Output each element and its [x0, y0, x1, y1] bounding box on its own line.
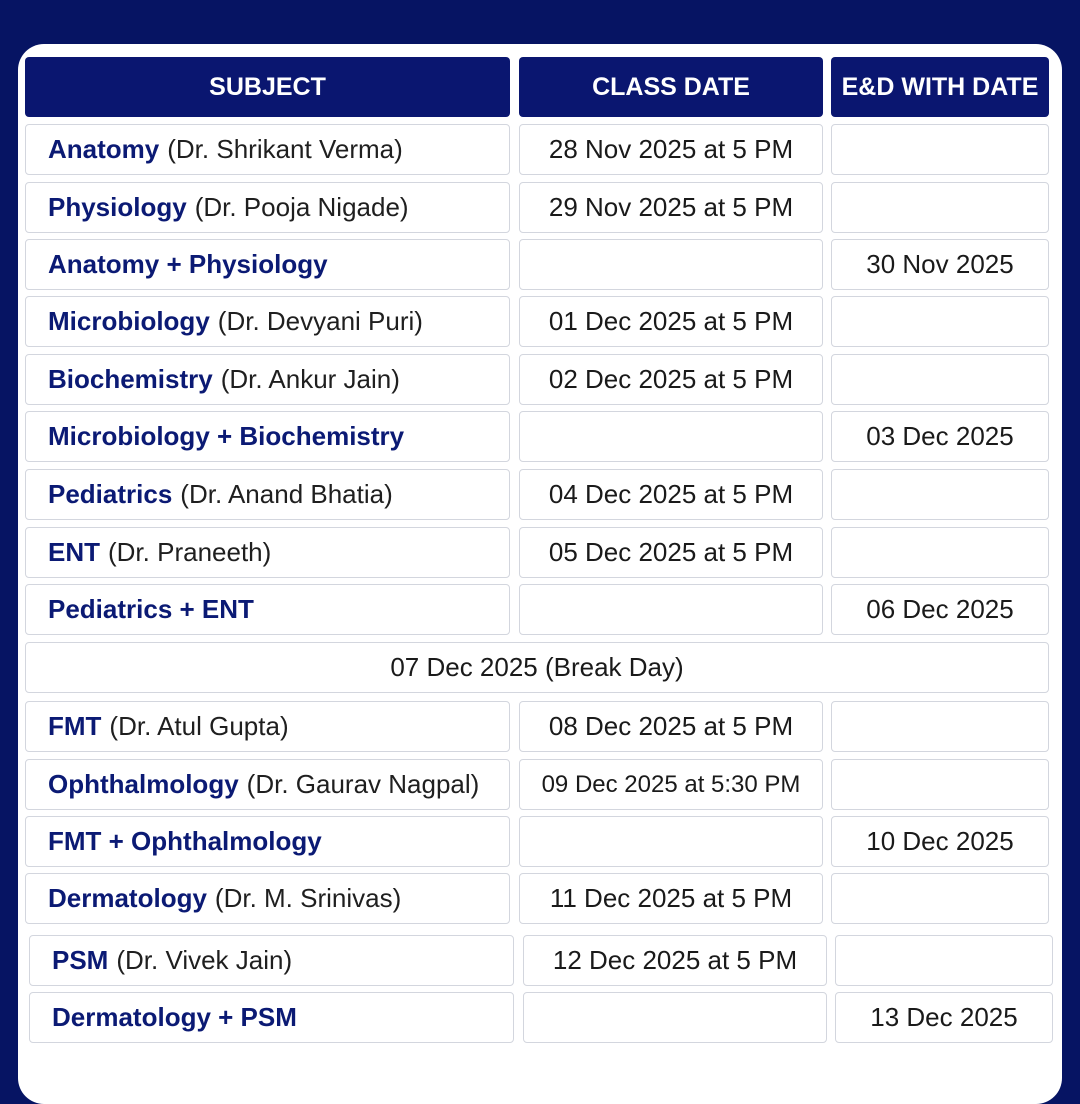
- row-ed-date: 03 Dec 2025: [831, 411, 1049, 462]
- row-subject-dermatology-psm: [29, 992, 514, 1043]
- subject-name: FMT: [48, 711, 102, 741]
- row-class-date: 29 Nov 2025 at 5 PM: [519, 182, 823, 233]
- row-class-date: 02 Dec 2025 at 5 PM: [519, 354, 823, 405]
- row-subject-dermatology: [25, 873, 510, 924]
- header-subject: SUBJECT: [25, 57, 510, 117]
- row-class-date: [519, 239, 823, 290]
- subject-name: Microbiology: [48, 306, 210, 336]
- subject-name: Pediatrics + ENT: [48, 594, 254, 624]
- faculty-name: (Dr. Pooja Nigade): [194, 192, 409, 222]
- row-subject-fmt: [25, 701, 510, 752]
- row-ed-date: [831, 124, 1049, 175]
- row-subject-microbiology-biochemistry: [25, 411, 510, 462]
- row-ed-date: 13 Dec 2025: [835, 992, 1053, 1043]
- row-ed-date: [831, 182, 1049, 233]
- subject-name: PSM: [52, 945, 109, 975]
- row-class-date: [519, 584, 823, 635]
- subject-name: Anatomy: [48, 134, 160, 164]
- subject-name: Ophthalmology: [48, 769, 239, 799]
- subject-name: Dermatology + PSM: [52, 1002, 297, 1032]
- row-ed-date: [831, 354, 1049, 405]
- faculty-name: (Dr. Atul Gupta): [109, 711, 289, 741]
- faculty-name: (Dr. M. Srinivas): [214, 883, 402, 913]
- faculty-name: (Dr. Shrikant Verma): [167, 134, 403, 164]
- row-ed-date: 10 Dec 2025: [831, 816, 1049, 867]
- faculty-name: (Dr. Devyani Puri): [217, 306, 423, 336]
- subject-name: Anatomy + Physiology: [48, 249, 328, 279]
- faculty-name: (Dr. Anand Bhatia): [180, 479, 393, 509]
- break-day-row: 07 Dec 2025 (Break Day): [25, 642, 1049, 693]
- row-subject-fmt-ophthalmology: [25, 816, 510, 867]
- row-class-date: 04 Dec 2025 at 5 PM: [519, 469, 823, 520]
- row-class-date: 05 Dec 2025 at 5 PM: [519, 527, 823, 578]
- row-ed-date: 30 Nov 2025: [831, 239, 1049, 290]
- row-ed-date: [831, 873, 1049, 924]
- row-class-date: 09 Dec 2025 at 5:30 PM: [519, 759, 823, 810]
- row-ed-date: [831, 759, 1049, 810]
- row-class-date: 12 Dec 2025 at 5 PM: [523, 935, 827, 986]
- subject-name: Physiology: [48, 192, 187, 222]
- row-subject-anatomy-physiology: [25, 239, 510, 290]
- row-subject-pediatrics: [25, 469, 510, 520]
- row-subject-microbiology: [25, 296, 510, 347]
- row-ed-date: [835, 935, 1053, 986]
- faculty-name: (Dr. Ankur Jain): [220, 364, 400, 394]
- faculty-name: (Dr. Gaurav Nagpal): [246, 769, 480, 799]
- row-subject-ophthalmology: [25, 759, 510, 810]
- faculty-name: (Dr. Vivek Jain): [116, 945, 293, 975]
- row-ed-date: [831, 296, 1049, 347]
- row-class-date: 28 Nov 2025 at 5 PM: [519, 124, 823, 175]
- subject-name: Biochemistry: [48, 364, 213, 394]
- subject-name: Pediatrics: [48, 479, 173, 509]
- row-subject-psm: [29, 935, 514, 986]
- schedule-card: [18, 44, 1062, 1104]
- subject-name: ENT: [48, 537, 100, 567]
- faculty-name: (Dr. Praneeth): [108, 537, 272, 567]
- row-class-date: [519, 411, 823, 462]
- subject-name: Microbiology + Biochemistry: [48, 421, 405, 451]
- header-class-date: CLASS DATE: [519, 57, 823, 117]
- row-subject-ent: [25, 527, 510, 578]
- row-class-date: [519, 816, 823, 867]
- row-ed-date: 06 Dec 2025: [831, 584, 1049, 635]
- row-class-date: 01 Dec 2025 at 5 PM: [519, 296, 823, 347]
- subject-name: Dermatology: [48, 883, 207, 913]
- row-ed-date: [831, 701, 1049, 752]
- header-ed-date: E&D WITH DATE: [831, 57, 1049, 117]
- row-ed-date: [831, 527, 1049, 578]
- row-subject-physiology: [25, 182, 510, 233]
- subject-name: FMT + Ophthalmology: [48, 826, 322, 856]
- row-class-date: [523, 992, 827, 1043]
- row-class-date: 08 Dec 2025 at 5 PM: [519, 701, 823, 752]
- row-subject-anatomy: [25, 124, 510, 175]
- row-subject-pediatrics-ent: [25, 584, 510, 635]
- row-class-date: 11 Dec 2025 at 5 PM: [519, 873, 823, 924]
- row-subject-biochemistry: [25, 354, 510, 405]
- row-ed-date: [831, 469, 1049, 520]
